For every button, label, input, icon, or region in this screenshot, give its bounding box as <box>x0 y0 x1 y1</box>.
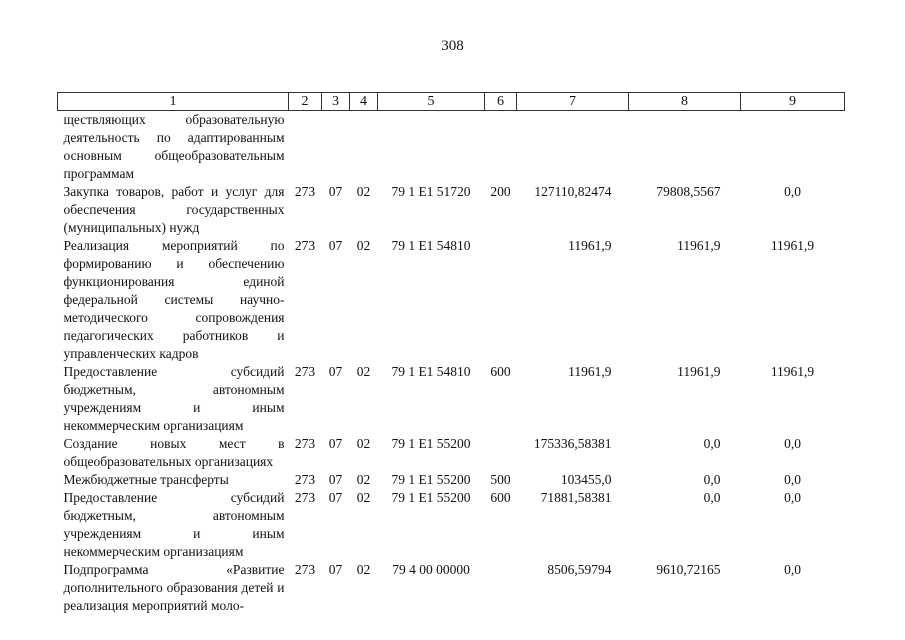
row-description: Межбюджетные трансферты <box>63 472 229 487</box>
cell-target-article: 79 4 00 00000 <box>392 562 470 577</box>
table-row <box>58 363 845 435</box>
header-col-1: 1 <box>58 93 289 111</box>
cell-amount-7: 103455,0 <box>560 472 612 487</box>
header-col-5: 5 <box>378 93 485 111</box>
cell-expense-type: 600 <box>490 490 511 505</box>
cell-ministry: 273 <box>294 472 316 487</box>
cell-amount-7 <box>517 111 629 184</box>
cell-amount-9 <box>741 111 845 184</box>
cell-section: 07 <box>328 364 343 379</box>
cell-amount-9: 11961,9 <box>770 364 815 379</box>
cell-section: 07 <box>328 490 343 505</box>
header-col-7: 7 <box>517 93 629 111</box>
cell-expense-type: 500 <box>490 472 511 487</box>
cell-amount-8: 79808,5567 <box>656 184 721 199</box>
header-col-6: 6 <box>485 93 517 111</box>
cell-target-article: 79 1 E1 54810 <box>391 364 471 379</box>
cell-expense-type: 600 <box>490 364 511 379</box>
table-row <box>58 183 845 237</box>
cell-subsection: 02 <box>356 490 371 505</box>
cell-section: 07 <box>328 562 343 577</box>
budget-table <box>57 92 845 615</box>
cell-ministry: 273 <box>294 562 316 577</box>
cell-subsection: 02 <box>356 436 371 451</box>
cell-amount-9: 0,0 <box>784 436 801 451</box>
cell-amount-8 <box>629 111 741 184</box>
header-col-8: 8 <box>629 93 741 111</box>
cell-amount-8: 0,0 <box>703 436 721 451</box>
cell-amount-8: 0,0 <box>703 490 721 505</box>
cell-subsection: 02 <box>356 184 371 199</box>
cell-section: 07 <box>328 238 343 253</box>
cell-ministry: 273 <box>294 184 316 199</box>
row-description: Закупка товаров, работ и услуг для обеспечения государственных (муниципальных) нужд <box>63 184 285 235</box>
row-description: Создание новых мест в общеобразовательных организациях <box>63 436 285 469</box>
table-row <box>58 489 845 561</box>
cell-amount-8: 9610,72165 <box>656 562 721 577</box>
cell-amount-7: 11961,9 <box>568 364 612 379</box>
cell-subsection <box>350 111 378 184</box>
row-description: Предоставление субсидий бюджетным, автономным учреждениям и иным некоммерческим организациям <box>63 490 285 559</box>
cell-target-article: 79 1 E1 55200 <box>391 490 471 505</box>
row-description: Подпрограмма «Развитие дополнительного образования детей и реализация мероприятий моло- <box>63 562 285 613</box>
cell-amount-7: 11961,9 <box>568 238 612 253</box>
table-row <box>58 561 845 615</box>
cell-amount-7: 8506,59794 <box>547 562 612 577</box>
header-col-9: 9 <box>741 93 845 111</box>
cell-subsection: 02 <box>356 562 371 577</box>
cell-expense-type <box>485 561 517 615</box>
cell-target-article <box>378 111 485 184</box>
cell-amount-9: 0,0 <box>784 490 801 505</box>
row-description: Предоставление субсидий бюджетным, автономным учреждениям и иным некоммерческим организациям <box>63 364 285 433</box>
header-col-3: 3 <box>322 93 350 111</box>
cell-expense-type <box>485 237 517 363</box>
table-row <box>58 435 845 471</box>
table-row <box>58 111 845 184</box>
row-description: ществляющих образовательную деятельность по адаптированным основным общеобразовательным программам <box>63 112 285 181</box>
cell-amount-9: 0,0 <box>784 562 801 577</box>
header-col-4: 4 <box>350 93 378 111</box>
cell-subsection: 02 <box>356 472 371 487</box>
cell-expense-type <box>485 435 517 471</box>
cell-target-article: 79 1 E1 55200 <box>391 472 471 487</box>
cell-amount-9: 0,0 <box>784 184 801 199</box>
cell-section: 07 <box>328 436 343 451</box>
cell-section: 07 <box>328 472 343 487</box>
cell-amount-8: 0,0 <box>703 472 721 487</box>
cell-amount-7: 175336,58381 <box>533 436 612 451</box>
cell-ministry <box>289 111 322 184</box>
cell-section <box>322 111 350 184</box>
cell-amount-7: 71881,58381 <box>540 490 612 505</box>
cell-ministry: 273 <box>294 238 316 253</box>
cell-amount-9: 0,0 <box>784 472 801 487</box>
cell-expense-type: 200 <box>490 184 511 199</box>
table-row <box>58 471 845 489</box>
cell-section: 07 <box>328 184 343 199</box>
cell-amount-9: 11961,9 <box>770 238 815 253</box>
cell-expense-type <box>485 111 517 184</box>
page-number: 308 <box>441 38 464 54</box>
cell-amount-8: 11961,9 <box>677 364 721 379</box>
cell-target-article: 79 1 E1 54810 <box>391 238 471 253</box>
cell-ministry: 273 <box>294 490 316 505</box>
table-row <box>58 237 845 363</box>
cell-target-article: 79 1 E1 51720 <box>391 184 471 199</box>
header-col-2: 2 <box>289 93 322 111</box>
cell-target-article: 79 1 E1 55200 <box>391 436 471 451</box>
cell-amount-8: 11961,9 <box>677 238 721 253</box>
cell-subsection: 02 <box>356 238 371 253</box>
row-description: Реализация мероприятий по формированию и обеспечению функционирования единой федеральной системы научно-методического сопровождения педагогических работников и управленческих кадров <box>63 238 285 361</box>
cell-amount-7: 127110,82474 <box>534 184 612 199</box>
cell-subsection: 02 <box>356 364 371 379</box>
cell-ministry: 273 <box>294 436 316 451</box>
header-row <box>58 93 845 111</box>
cell-ministry: 273 <box>294 364 316 379</box>
